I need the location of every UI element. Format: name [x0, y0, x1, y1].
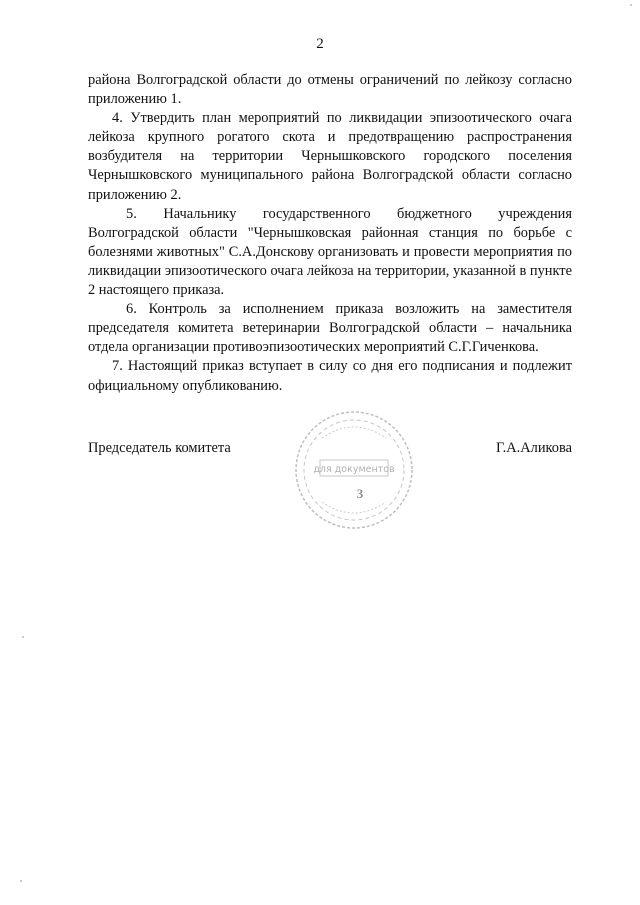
page-number: 2 — [316, 36, 324, 52]
signatory-title: Председатель комитета — [88, 440, 231, 456]
document-body — [88, 71, 572, 396]
stamp-seal — [292, 408, 416, 532]
paragraph-continuation: района Волгоградской области до отмены ограничений по лейкозу согласно приложению 1. — [88, 72, 572, 108]
signatory-name: Г.А.Аликова — [495, 440, 572, 456]
scan-speck — [630, 4, 632, 6]
scan-speck — [20, 880, 22, 882]
paragraph-item-6: 6. Контроль за исполнением приказа возложить на заместителя председателя комитета ветеринарии Волгоградской области – начальника отдела организации противоэпизоотических мероприятий С.Г.Гиченкова. — [88, 301, 572, 356]
paragraph-item-7: 7. Настоящий приказ вступает в силу со дня его подписания и подлежит официальному опубликованию. — [88, 358, 572, 394]
stamp-number: 3 — [356, 486, 364, 501]
stamp-label: для документов — [313, 464, 395, 475]
paragraph-item-4: 4. Утвердить план мероприятий по ликвидации эпизоотического очага лейкоза крупного рогатого скота и предотвращению распространения возбудителя на территории Чернышковского городского поселения Чернышковского муниципального района Волгоградской области согласно приложению 2. — [88, 110, 572, 203]
paragraph-item-5: 5. Начальнику государственного бюджетного учреждения Волгоградской области "Чернышковская районная станция по борьбе с болезнями животных" С.А.Донскову организовать и провести мероприятия по ликвидации эпизоотического очага лейкоза на территории, указанной в пункте 2 настоящего приказа. — [88, 205, 572, 299]
scan-speck — [22, 636, 24, 638]
